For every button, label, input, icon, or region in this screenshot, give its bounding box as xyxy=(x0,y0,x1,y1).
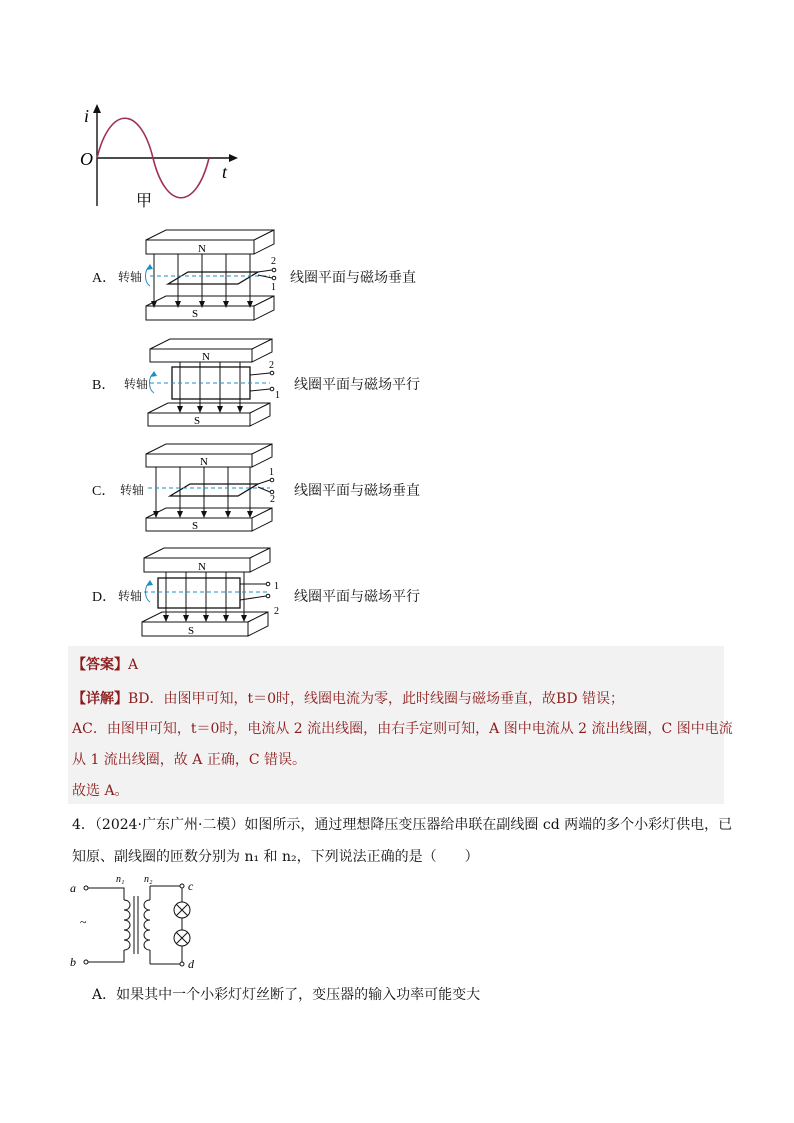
t-axis-label: t xyxy=(222,162,228,182)
option-b-top-num: 2 xyxy=(269,360,274,371)
detail-text-1: BD．由图甲可知，t＝0时，线圈电流为零，此时线圈与磁场垂直，故BD 错误； xyxy=(128,691,625,707)
terminal-a: a xyxy=(70,881,76,895)
detail-line-1 xyxy=(72,688,624,708)
option-a-s-label: S xyxy=(192,308,199,320)
option-c-top-num: 1 xyxy=(269,467,274,478)
option-a-n-label: N xyxy=(198,243,206,255)
option-c-bot-num: 2 xyxy=(270,494,275,505)
option-c-shaft-label: 转轴 xyxy=(120,483,145,497)
option-b-diagram xyxy=(140,335,290,431)
question-4-line-1: 4．（2024·广东广州·二模）如图所示，通过理想降压变压器给串联在副线圈 cd 两端的多个小彩灯供电，已 xyxy=(72,817,733,833)
transformer-diagram xyxy=(66,870,206,974)
option-b-n-label: N xyxy=(202,351,210,363)
option-d-diagram xyxy=(140,544,290,640)
option-b-desc: 线圈平面与磁场平行 xyxy=(294,377,420,393)
answer-value: A xyxy=(128,657,139,673)
terminal-d: d xyxy=(188,957,194,971)
option-d-letter: D． xyxy=(92,590,117,605)
origin-label: O xyxy=(80,149,93,169)
i-axis-label: i xyxy=(84,106,90,126)
answer-line xyxy=(72,654,138,674)
detail-line-3: 从 1 流出线圈，故 A 正确，C 错误。 xyxy=(72,752,306,768)
current-time-graph xyxy=(80,100,250,220)
terminal-b: b xyxy=(70,955,76,969)
option-c-s-label: S xyxy=(192,520,199,532)
detail-line-4: 故选 A。 xyxy=(72,783,129,799)
detail-tag: 【详解】 xyxy=(72,691,128,707)
terminal-c: c xyxy=(188,879,194,893)
option-c-diagram xyxy=(140,440,290,536)
n1-label: n₁ xyxy=(116,874,125,885)
option-a-bot-num: 1 xyxy=(271,282,276,293)
question-4-option-a: A．如果其中一个小彩灯灯丝断了，变压器的输入功率可能变大 xyxy=(92,987,481,1003)
option-a-top-num: 2 xyxy=(271,256,276,267)
option-b-bot-num: 1 xyxy=(275,390,280,401)
option-a-letter: A． xyxy=(92,271,117,286)
graph-caption: 甲 xyxy=(136,193,153,210)
option-d-s-label: S xyxy=(188,625,195,637)
option-d-n-label: N xyxy=(198,561,206,573)
detail-line-2: AC．由图甲可知，t＝0时，电流从 2 流出线圈，由右手定则可知，A 图中电流从 2 流出线圈，C 图中电流 xyxy=(72,721,733,737)
option-c-letter: C． xyxy=(92,484,116,499)
option-a-desc: 线圈平面与磁场垂直 xyxy=(290,270,416,286)
option-c-desc: 线圈平面与磁场垂直 xyxy=(294,483,420,499)
option-d-bot-num: 2 xyxy=(274,606,279,617)
ac-source-symbol: ~ xyxy=(80,915,87,929)
option-b-shaft-label: 转轴 xyxy=(124,377,149,391)
option-d-desc: 线圈平面与磁场平行 xyxy=(294,589,420,605)
option-b-s-label: S xyxy=(194,415,201,427)
option-d-top-num: 1 xyxy=(274,581,279,592)
option-b-letter: B． xyxy=(92,378,116,393)
option-c-n-label: N xyxy=(200,456,208,468)
answer-tag: 【答案】 xyxy=(72,657,128,673)
n2-label: n₂ xyxy=(144,874,153,885)
option-a-shaft-label: 转轴 xyxy=(118,270,143,284)
option-d-shaft-label: 转轴 xyxy=(118,589,143,603)
question-4-line-2: 知原、副线圈的匝数分别为 n₁ 和 n₂，下列说法正确的是（ ） xyxy=(72,849,479,865)
